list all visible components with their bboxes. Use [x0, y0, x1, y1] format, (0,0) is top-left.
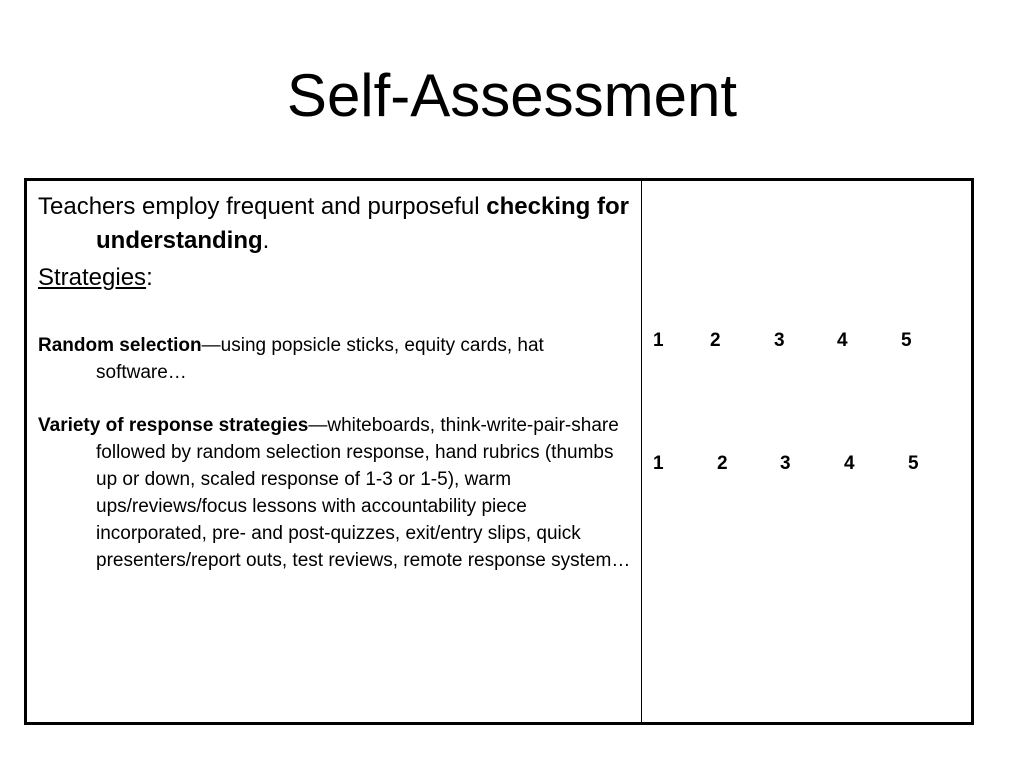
strategy-item: [38, 412, 638, 574]
rating-option[interactable]: 4: [837, 330, 848, 351]
rating-option[interactable]: 1: [653, 330, 664, 351]
strategy-name: Variety of response strategies: [38, 415, 309, 436]
strategy-item: [38, 332, 638, 386]
criteria-cell: [38, 190, 638, 574]
criterion-text: Teachers employ frequent and purposeful: [38, 193, 487, 220]
strategies-label: Strategies: [38, 264, 147, 291]
rating-option[interactable]: 1: [653, 453, 664, 474]
criterion-emphasis: checking for understanding: [96, 193, 629, 254]
page-title: Self-Assessment: [286, 62, 738, 129]
rating-option[interactable]: 2: [717, 453, 728, 474]
strategy-name: Random selection: [38, 335, 202, 356]
strategies-colon: :: [146, 264, 153, 291]
rating-option[interactable]: 3: [780, 453, 791, 474]
strategies-heading: [38, 262, 638, 294]
rating-option[interactable]: 5: [901, 330, 912, 351]
rating-option[interactable]: 2: [710, 330, 721, 351]
rating-cell: [642, 181, 971, 722]
criterion-statement: [38, 190, 638, 258]
assessment-table: [24, 178, 974, 725]
criterion-period: .: [262, 227, 270, 254]
rating-option[interactable]: 3: [774, 330, 785, 351]
strategy-description: —using popsicle sticks, equity cards, hat software…: [96, 335, 544, 383]
strategy-description: —whiteboards, think-write-pair-share followed by random selection response, hand rubrics (thumbs up or down, scaled response of 1-3 or 1-5), warm ups/reviews/focus lessons with accountability piece incorporated, pre- and post-quizzes, exit/entry slips, quick presenters/report outs, test reviews, remote response system…: [96, 415, 631, 571]
rating-option[interactable]: 4: [844, 453, 855, 474]
rating-option[interactable]: 5: [908, 453, 919, 474]
